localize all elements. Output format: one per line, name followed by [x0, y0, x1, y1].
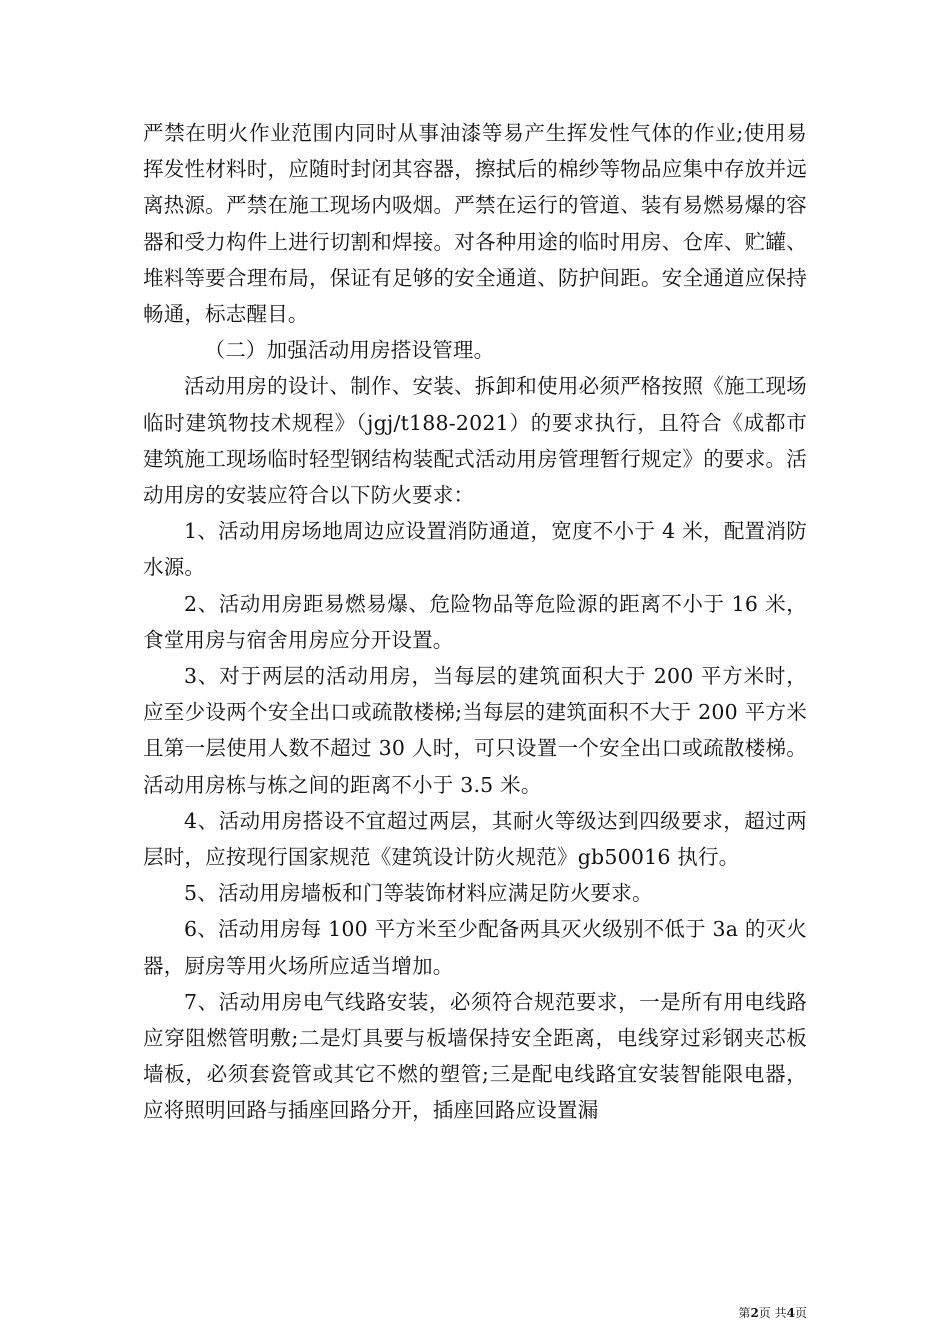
- paragraph-housing-regulations: 活动用房的设计、制作、安装、拆卸和使用必须严格按照《施工现场临时建筑物技术规程》（jgj/t188-2021）的要求执行，且符合《成都市建筑施工现场临时轻型钢结构装配式活动用房管理暂行规定》的要求。活动用房的安装应符合以下防火要求：: [143, 374, 807, 508]
- footer-middle: 页 共: [758, 1306, 787, 1320]
- paragraph-fire-safety-continuation: 严禁在明火作业范围内同时从事油漆等易产生挥发性气体的作业;使用易挥发性材料时，应随时封闭其容器，擦拭后的棉纱等物品应集中存放并远离热源。严禁在施工现场内吸烟。严禁在运行的管道、装有易燃易爆的容器和受力构件上进行切割和焊接。对各种用途的临时用房、仓库、贮罐、堆料等要合理布局，保证有足够的安全通道、防护间距。安全通道应保持畅通，标志醒目。: [143, 121, 807, 327]
- list-item-3-exits: 3、对于两层的活动用房，当每层的建筑面积大于 200 平方米时，应至少设两个安全出口或疏散楼梯;当每层的建筑面积不大于 200 平方米且第一层使用人数不超过 30 人时，可只设置一个安全出口或疏散楼梯。活动用房栋与栋之间的距离不小于 3.5 米。: [143, 664, 807, 797]
- footer-prefix: 第: [738, 1306, 751, 1320]
- list-item-6-extinguishers: 6、活动用房每 100 平方米至少配备两具灭火级别不低于 3a 的灭火器，厨房等用火场所应适当增加。: [143, 917, 807, 978]
- list-item-2-hazard-distance: 2、活动用房距易燃易爆、危险物品等危险源的距离不小于 16 米，食堂用房与宿舍用房应分开设置。: [143, 591, 807, 652]
- list-item-1-fire-passage: 1、活动用房场地周边应设置消防通道，宽度不小于 4 米，配置消防水源。: [143, 519, 807, 580]
- footer-suffix: 页: [794, 1306, 807, 1320]
- list-item-4-fire-rating: 4、活动用房搭设不宜超过两层，其耐火等级达到四级要求，超过两层时，应按现行国家规范《建筑设计防火规范》gb50016 执行。: [143, 808, 807, 870]
- list-item-7-wiring: 7、活动用房电气线路安装，必须符合规范要求，一是所有用电线路应穿阻燃管明敷;二是灯具要与板墙保持安全距离，电线穿过彩钢夹芯板墙板，必须套瓷管或其它不燃的塑管;三是配电线路宜安装智能限电器，应将照明回路与插座回路分开，插座回路应设置漏: [143, 989, 807, 1123]
- current-page-number: 2: [750, 1306, 759, 1320]
- section-heading-temporary-housing: （二）加强活动用房搭设管理。: [204, 338, 495, 363]
- page-number-footer: [600, 1304, 807, 1321]
- document-body: [143, 115, 807, 1129]
- list-item-5-materials: 5、活动用房墙板和门等装饰材料应满足防火要求。: [184, 881, 653, 906]
- total-pages-number: 4: [786, 1306, 795, 1320]
